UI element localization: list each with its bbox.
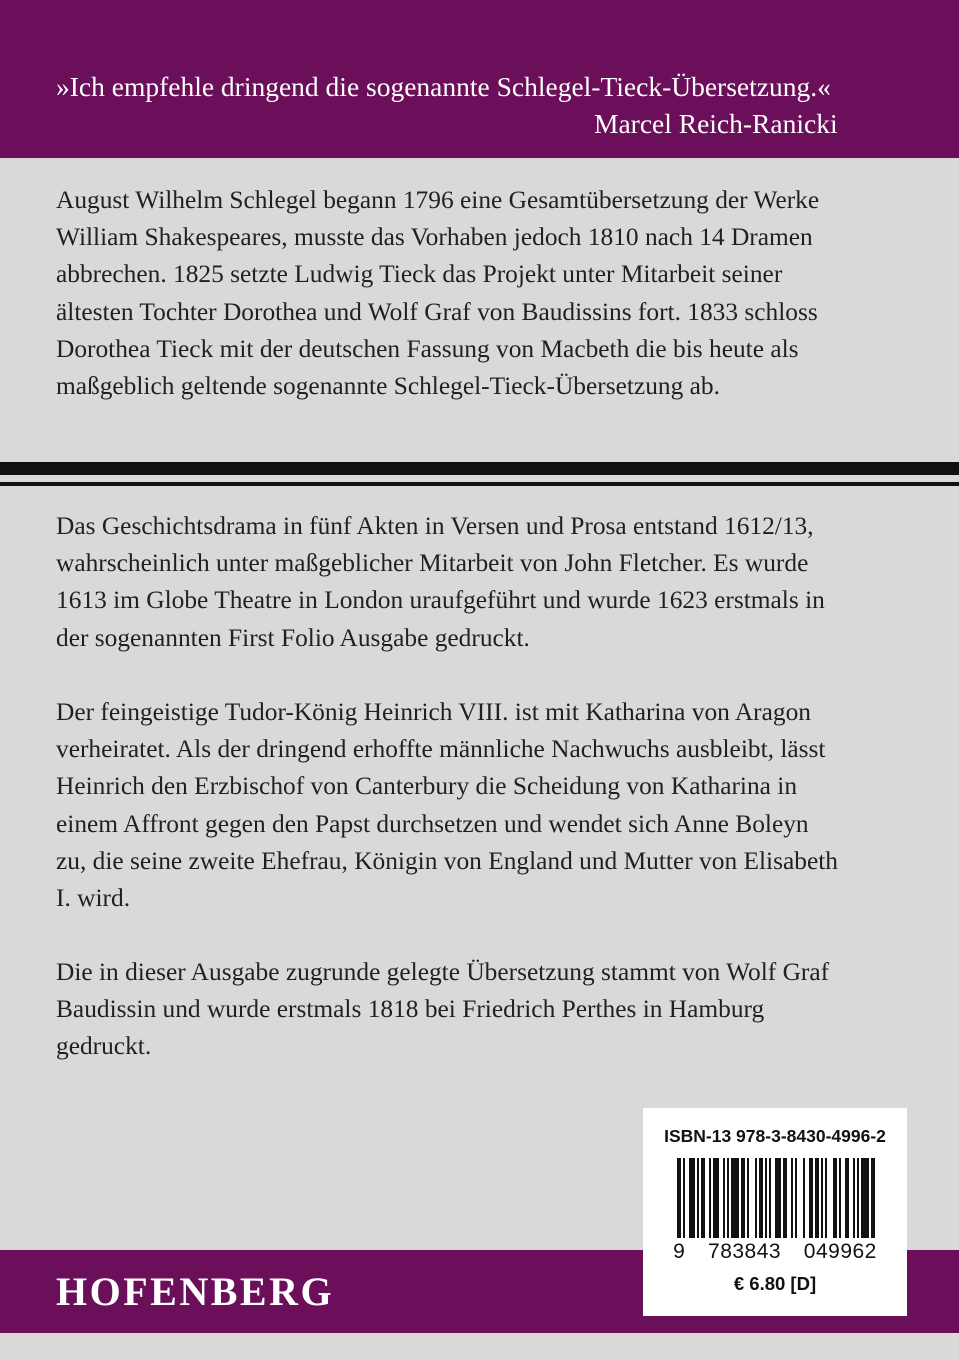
text-line: William Shakespeares, musste das Vorhaben jedoch 1810 nach 14 Dramen: [56, 223, 813, 252]
text-line: maßgeblich geltende sogenannte Schlegel-Tieck-Übersetzung ab.: [56, 372, 720, 401]
text-line: 1613 im Globe Theatre in London uraufgeführt und wurde 1623 erstmals in: [56, 586, 825, 615]
text-line: verheiratet. Als der dringend erhoffte männliche Nachwuchs ausbleibt, lässt: [56, 735, 826, 764]
ean-prefix: 9: [673, 1240, 686, 1263]
text-line: wahrscheinlich unter maßgeblicher Mitarbeit von John Fletcher. Es wurde: [56, 549, 809, 578]
barcode-box: [643, 1108, 907, 1316]
publisher-logo: HOFENBERG: [56, 1269, 335, 1314]
paragraph-translation: [56, 954, 916, 1066]
text-line: Heinrich den Erzbischof von Canterbury die Scheidung von Katharina in: [56, 772, 798, 801]
barcode-image: [673, 1158, 877, 1238]
quote-banner: [0, 0, 959, 158]
paragraph-drama: [56, 508, 916, 657]
text-line: gedruckt.: [56, 1032, 152, 1061]
text-line: I. wird.: [56, 884, 131, 913]
ean-digits: [643, 1240, 907, 1264]
text-line: August Wilhelm Schlegel begann 1796 eine Gesamtübersetzung der Werke: [56, 186, 820, 214]
price-label: € 6.80 [D]: [733, 1273, 817, 1294]
text-line: Dorothea Tieck mit der deutschen Fassung von Macbeth die bis heute als: [56, 334, 799, 363]
text-line: Der feingeistige Tudor-König Heinrich VIII. ist mit Katharina von Aragon: [56, 698, 811, 726]
text-line: Die in dieser Ausgabe zugrunde gelegte Übersetzung stammt von Wolf Graf: [56, 958, 830, 986]
ean-left: 783843: [708, 1240, 782, 1263]
text-line: einem Affront gegen den Papst durchsetzen und wendet sich Anne Boleyn: [56, 809, 809, 838]
divider-thin: [0, 482, 959, 486]
quote-text: »Ich empfehle dringend die sogenannte Schlegel-Tieck-Übersetzung.«: [56, 71, 831, 102]
text-line: der sogenannten First Folio Ausgabe gedruckt.: [56, 623, 530, 652]
text-line: abbrechen. 1825 setzte Ludwig Tieck das Projekt unter Mitarbeit seiner: [56, 260, 783, 289]
ean-right: 049962: [803, 1240, 877, 1263]
divider-thick: [0, 462, 959, 475]
text-line: zu, die seine zweite Ehefrau, Königin von England und Mutter von Elisabeth: [56, 846, 838, 875]
paragraph-plot: [56, 694, 916, 917]
paragraph-history: [56, 182, 916, 405]
isbn-label: ISBN-13 978-3-8430-4996-2: [664, 1126, 886, 1146]
text-line: Baudissin und wurde erstmals 1818 bei Friedrich Perthes in Hamburg: [56, 995, 765, 1024]
text-line: Das Geschichtsdrama in fünf Akten in Versen und Prosa entstand 1612/13,: [56, 512, 814, 540]
text-line: ältesten Tochter Dorothea und Wolf Graf von Baudissins fort. 1833 schloss: [56, 297, 818, 326]
quote-author: Marcel Reich-Ranicki: [594, 108, 838, 139]
